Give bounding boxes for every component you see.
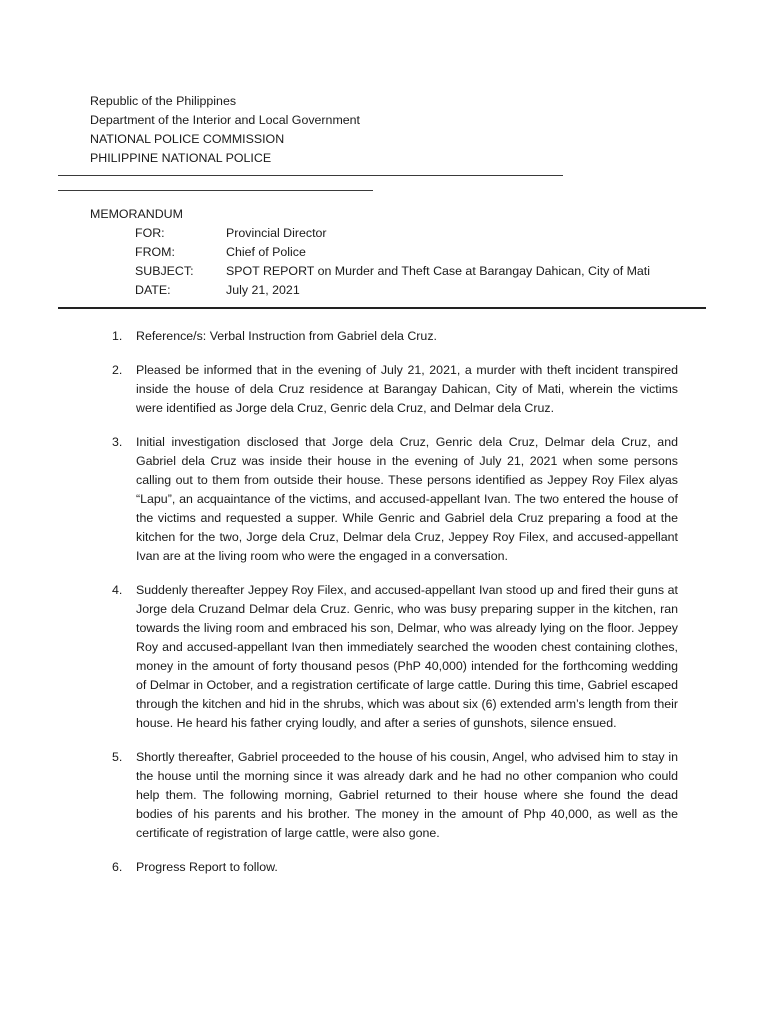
memo-value-for: Provincial Director	[226, 226, 327, 240]
item-number: 4.	[112, 583, 123, 597]
letterhead-commission: NATIONAL POLICE COMMISSION	[90, 132, 285, 146]
letterhead-department: Department of the Interior and Local Government	[90, 113, 360, 127]
memo-header	[90, 205, 690, 300]
item-number: 2.	[112, 363, 123, 377]
item-number: 3.	[112, 435, 123, 449]
memo-body	[112, 327, 678, 877]
memo-value-date: July 21, 2021	[226, 283, 300, 297]
list-item	[112, 361, 678, 418]
memo-row-from	[90, 243, 690, 262]
memo-row-for	[90, 224, 690, 243]
memo-value-subject: SPOT REPORT on Murder and Theft Case at Barangay Dahican, City of Mati	[226, 264, 651, 278]
item-text: Suddenly thereafter Jeppey Roy Filex, and accused-appellant Ivan stood up and fired their guns at Jorge dela Cruzand Delmar dela Cruz. Genric, who was busy preparing supper in the kitchen, ran towards the living room and embraced his son, Delmar, who was already lying on the floor. Jeppey Roy and accused-appellant Ivan then immediately searched the wooden chest containing clothes, money in the amount of forty thousand pesos (PhP 40,000) intended for the forthcoming wedding of Delmar in October, and a registration certificate of large cattle. During this time, Gabriel escaped through the kitchen and hid in the shrubs, which was about six (6) extended arm’s length from their house. He heard his father crying loudly, and after a series of gunshots, silence ensued.	[136, 583, 678, 730]
header-divider-bottom	[58, 190, 373, 191]
memo-row-date	[90, 281, 690, 300]
memo-key-for: FOR:	[135, 226, 165, 240]
list-item	[112, 327, 678, 346]
item-text: Shortly thereafter, Gabriel proceeded to the house of his cousin, Angel, who advised him to stay in the house until the morning since it was already dark and he had no other companion who could help them. The following morning, Gabriel returned to their house where she found the dead bodies of his parents and his brother. The money in the amount of Php 40,000, as well as the certificate of registration of large cattle, were also gone.	[136, 750, 678, 840]
letterhead-pnp: PHILIPPINE NATIONAL POLICE	[90, 151, 272, 165]
list-item	[112, 748, 678, 843]
list-item	[112, 433, 678, 566]
item-number: 1.	[112, 329, 123, 343]
item-number: 6.	[112, 860, 123, 874]
header-divider-top	[58, 175, 563, 176]
memo-key-from: FROM:	[135, 245, 175, 259]
memo-divider	[58, 307, 706, 309]
item-text: Reference/s: Verbal Instruction from Gabriel dela Cruz.	[136, 329, 437, 343]
item-number: 5.	[112, 750, 123, 764]
list-item	[112, 581, 678, 733]
memo-key-subject: SUBJECT:	[135, 264, 194, 278]
list-item	[112, 858, 678, 877]
item-text: Progress Report to follow.	[136, 860, 278, 874]
letterhead-republic: Republic of the Philippines	[90, 94, 237, 108]
memo-key-date: DATE:	[135, 283, 171, 297]
letterhead	[90, 92, 650, 168]
item-text: Initial investigation disclosed that Jorge dela Cruz, Genric dela Cruz, Delmar dela Cruz, and Gabriel dela Cruz was inside their house in the evening of July 21, 2021 when some persons calling out to them from outside their house. These persons identified as Jeppey Roy Filex alyas “Lapu”, an acquaintance of the victims, and accused-appellant Ivan. The two entered the house of the victims and requested a supper. While Genric and Gabriel dela Cruz preparing a food at the kitchen for the two, Jorge dela Cruz, Delmar dela Cruz, Jeppey Roy Filex, and accused-appellant Ivan are at the living room who were the engaged in a conversation.	[136, 435, 678, 563]
item-text: Pleased be informed that in the evening of July 21, 2021, a murder with theft incident transpired inside the house of dela Cruz residence at Barangay Dahican, City of Mati, wherein the victims were identified as Jorge dela Cruz, Genric dela Cruz, and Delmar dela Cruz.	[136, 363, 678, 415]
memo-title: MEMORANDUM	[90, 207, 183, 221]
memo-value-from: Chief of Police	[226, 245, 306, 259]
memo-row-subject	[90, 262, 690, 281]
